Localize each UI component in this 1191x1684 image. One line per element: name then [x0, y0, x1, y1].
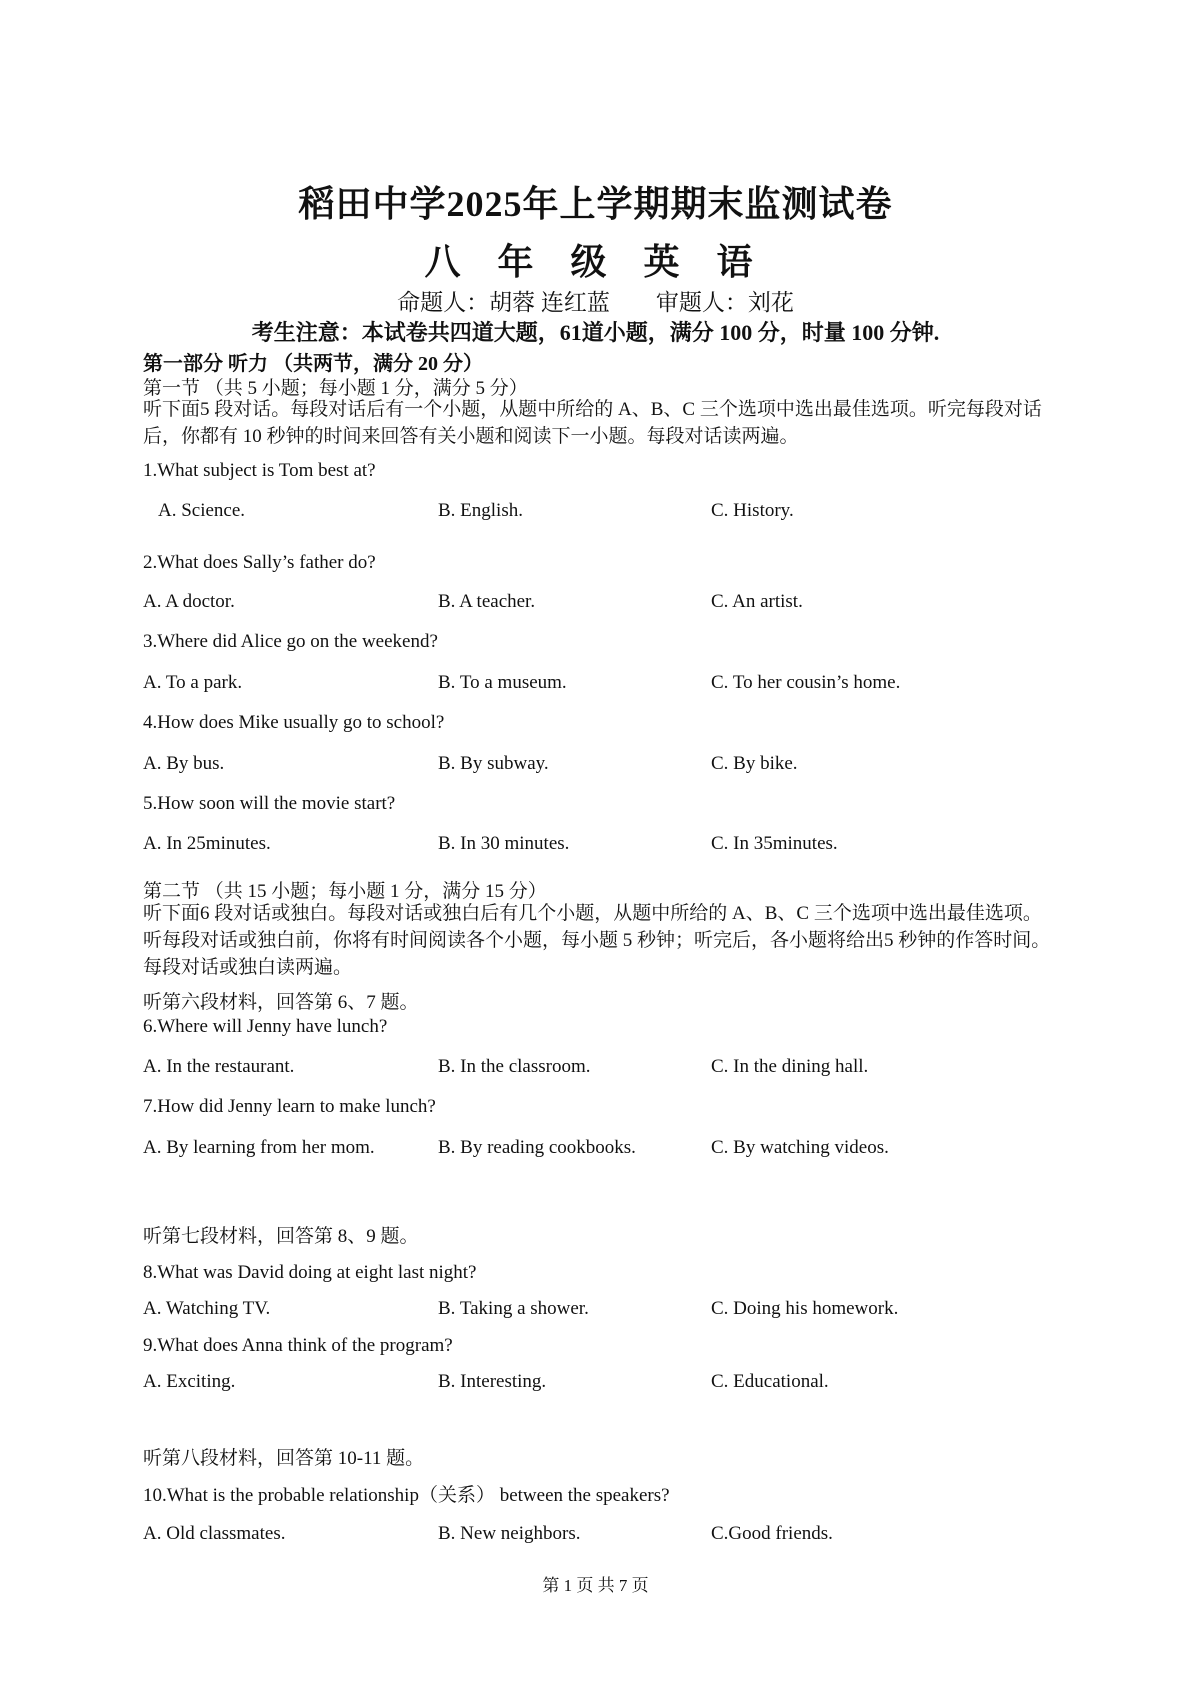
question-5: 5.How soon will the movie start?: [143, 793, 396, 814]
exam-subtitle: 八 年 级 英 语: [424, 242, 767, 282]
q1-option-b: B. English.: [438, 500, 523, 521]
authors-line: [0, 284, 1191, 317]
q10-option-a: A. Old classmates.: [143, 1523, 286, 1544]
part1-title: 第一部分 听力 （共两节，满分 20 分）: [143, 353, 483, 375]
q4-option-b: B. By subway.: [438, 753, 549, 774]
q9-option-a: A. Exciting.: [143, 1371, 236, 1392]
question-9: 9.What does Anna think of the program?: [143, 1335, 453, 1356]
q5-option-c: C. In 35minutes.: [711, 833, 838, 854]
question-3: 3.Where did Alice go on the weekend?: [143, 631, 438, 652]
question-10: 10.What is the probable relationship（关系） between the speakers?: [143, 1485, 670, 1506]
q8-option-c: C. Doing his homework.: [711, 1298, 899, 1319]
q10-option-c: C.Good friends.: [711, 1523, 833, 1544]
section1-title: 第一节 （共 5 小题；每小题 1 分，满分 5 分）: [143, 378, 528, 399]
q6-option-a: A. In the restaurant.: [143, 1056, 295, 1077]
exam-notice: 考生注意：本试卷共四道大题，61道小题，满分 100 分，时量 100 分钟.: [251, 320, 940, 345]
q7-option-b: B. By reading cookbooks.: [438, 1137, 636, 1158]
q8-option-b: B. Taking a shower.: [438, 1298, 589, 1319]
section1-instructions: 听下面5 段对话。每段对话后有一个小题，从题中所给的 A、B、C 三个选项中选出最佳选项。听完每段对话后，你都有 10 秒钟的时间来回答有关小题和阅读下一小题。每段对话读两遍。: [143, 399, 1042, 447]
material-6-heading: 听第六段材料，回答第 6、7 题。: [143, 992, 419, 1013]
q7-option-a: A. By learning from her mom.: [143, 1137, 375, 1158]
page-footer: 第 1 页 共 7 页: [542, 1576, 649, 1595]
question-2: 2.What does Sally’s father do?: [143, 552, 376, 573]
q9-option-b: B. Interesting.: [438, 1371, 547, 1392]
reviewer: 审题人：刘花: [655, 290, 794, 315]
section2-instructions: 听下面6 段对话或独白。每段对话或独白后有几个小题，从题中所给的 A、B、C 三个选项中选出最佳选项。听每段对话或独白前，你将有时间阅读各个小题，每小题 5 秒钟；听完后，各小题将给出5 秒钟的作答时间。每段对话或独白读两遍。: [143, 903, 1051, 978]
question-8: 8.What was David doing at eight last night?: [143, 1262, 477, 1283]
q10-option-b: B. New neighbors.: [438, 1523, 581, 1544]
q2-option-c: C. An artist.: [711, 591, 803, 612]
q3-option-c: C. To her cousin’s home.: [711, 672, 901, 693]
q2-option-a: A. A doctor.: [143, 591, 235, 612]
q9-option-c: C. Educational.: [711, 1371, 829, 1392]
q7-option-c: C. By watching videos.: [711, 1137, 889, 1158]
q4-option-c: C. By bike.: [711, 753, 798, 774]
question-6: 6.Where will Jenny have lunch?: [143, 1016, 388, 1037]
q5-option-a: A. In 25minutes.: [143, 833, 271, 854]
material-7-heading: 听第七段材料，回答第 8、9 题。: [143, 1226, 419, 1247]
material-8-heading: 听第八段材料，回答第 10-11 题。: [143, 1448, 425, 1469]
setters: 命题人：胡蓉 连红蓝: [397, 290, 610, 315]
q3-option-a: A. To a park.: [143, 672, 243, 693]
question-1: 1.What subject is Tom best at?: [143, 460, 376, 481]
q5-option-b: B. In 30 minutes.: [438, 833, 570, 854]
q6-option-c: C. In the dining hall.: [711, 1056, 869, 1077]
q8-option-a: A. Watching TV.: [143, 1298, 271, 1319]
q1-option-a: A. Science.: [158, 500, 246, 521]
question-7: 7.How did Jenny learn to make lunch?: [143, 1096, 436, 1117]
q6-option-b: B. In the classroom.: [438, 1056, 591, 1077]
q3-option-b: B. To a museum.: [438, 672, 567, 693]
q2-option-b: B. A teacher.: [438, 591, 536, 612]
question-4: 4.How does Mike usually go to school?: [143, 712, 445, 733]
q4-option-a: A. By bus.: [143, 753, 225, 774]
exam-title: 稻田中学2025年上学期期末监测试卷: [298, 184, 893, 224]
q1-option-c: C. History.: [711, 500, 794, 521]
section2-title: 第二节 （共 15 小题；每小题 1 分，满分 15 分）: [143, 881, 547, 902]
